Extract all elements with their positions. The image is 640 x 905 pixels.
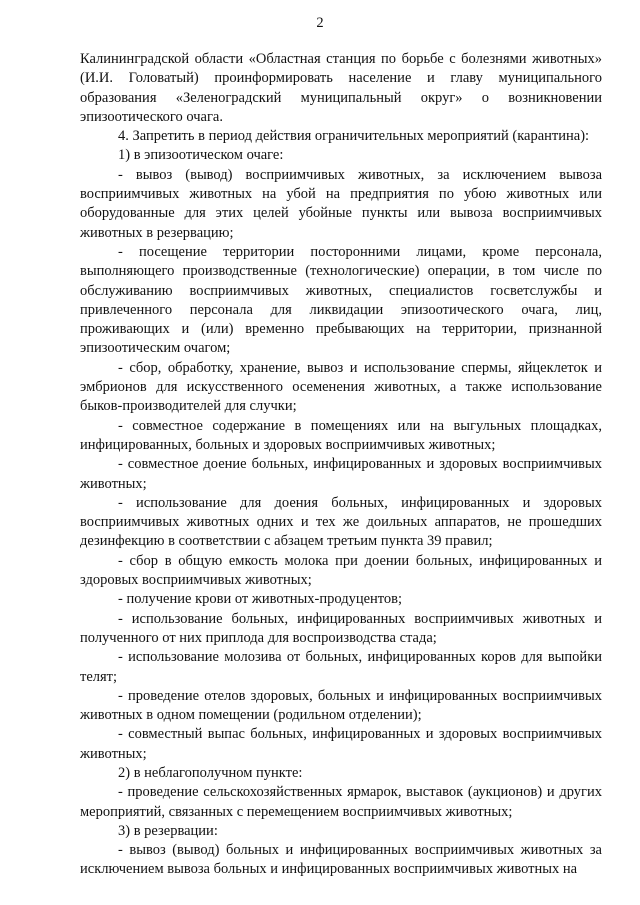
paragraph: - совместное доение больных, инфицированных и здоровых восприимчивых животных;: [80, 456, 602, 492]
paragraph: 2) в неблагополучном пункте:: [118, 764, 303, 781]
paragraph: 3) в резервации:: [118, 822, 218, 839]
paragraph: - использование больных, инфицированных восприимчивых животных и полученного от них приплода для воспроизводства стада;: [80, 610, 602, 646]
paragraph: - совместное содержание в помещениях или на выгульных площадках, инфицированных, больных и здоровых восприимчивых животных;: [80, 417, 602, 453]
paragraph: - посещение территории посторонними лицами, кроме персонала, выполняющего производственные (технологические) операции, в том числе по обслуживанию восприимчивых животных, специалистов госветслужбы и привлеченного персонала для ликвидации эпизоотического очага, лиц, проживающих и (или) временно пребывающих на территории, признанной эпизоотическим очагом;: [80, 243, 602, 357]
paragraph: - вывоз (вывод) больных и инфицированных восприимчивых животных за исключением вывоза больных и инфицированных восприимчивых животных на: [80, 842, 602, 878]
paragraph: 1) в эпизоотическом очаге:: [118, 147, 284, 164]
paragraph: - вывоз (вывод) восприимчивых животных, за исключением вывоза восприимчивых животных на убой на предприятия по убою животных или оборудованные для этих целей убойные пункты или вывоза восприимчивых животных в резервацию;: [80, 166, 602, 241]
paragraph: - проведение сельскохозяйственных ярмарок, выставок (аукционов) и других мероприятий, связанных с перемещением восприимчивых животных;: [80, 784, 602, 820]
paragraph: - сбор в общую емкость молока при доении больных, инфицированных и здоровых восприимчивых животных;: [80, 552, 602, 589]
page-number: 2: [316, 15, 324, 31]
paragraph: Калининградской области «Областная станция по борьбе с болезнями животных» (И.И. Головатый) проинформировать население и главу муниципального образования «Зеленоградский муниципальный округ» о возникновении эпизоотического очага.: [80, 51, 602, 125]
paragraph: - использование для доения больных, инфицированных и здоровых восприимчивых животных одних и тех же доильных аппаратов, не прошедших дезинфекцию в соответствии с абзацем третьим пункта 39 правил;: [80, 494, 602, 550]
paragraph: 4. Запретить в период действия ограничительных мероприятий (карантина):: [118, 128, 590, 145]
document-body: [80, 50, 602, 880]
paragraph: - проведение отелов здоровых, больных и инфицированных восприимчивых животных в одном помещении (родильном отделении);: [80, 687, 602, 724]
paragraph: - сбор, обработку, хранение, вывоз и использование спермы, яйцеклеток и эмбрионов для искусственного осеменения животных, а также использование быков-производителей для случки;: [80, 359, 602, 415]
paragraph: - получение крови от животных-продуцентов;: [118, 591, 403, 608]
paragraph: - использование молозива от больных, инфицированных коров для выпойки телят;: [80, 649, 602, 685]
paragraph: - совместный выпас больных, инфицированных и здоровых восприимчивых животных;: [80, 726, 602, 762]
